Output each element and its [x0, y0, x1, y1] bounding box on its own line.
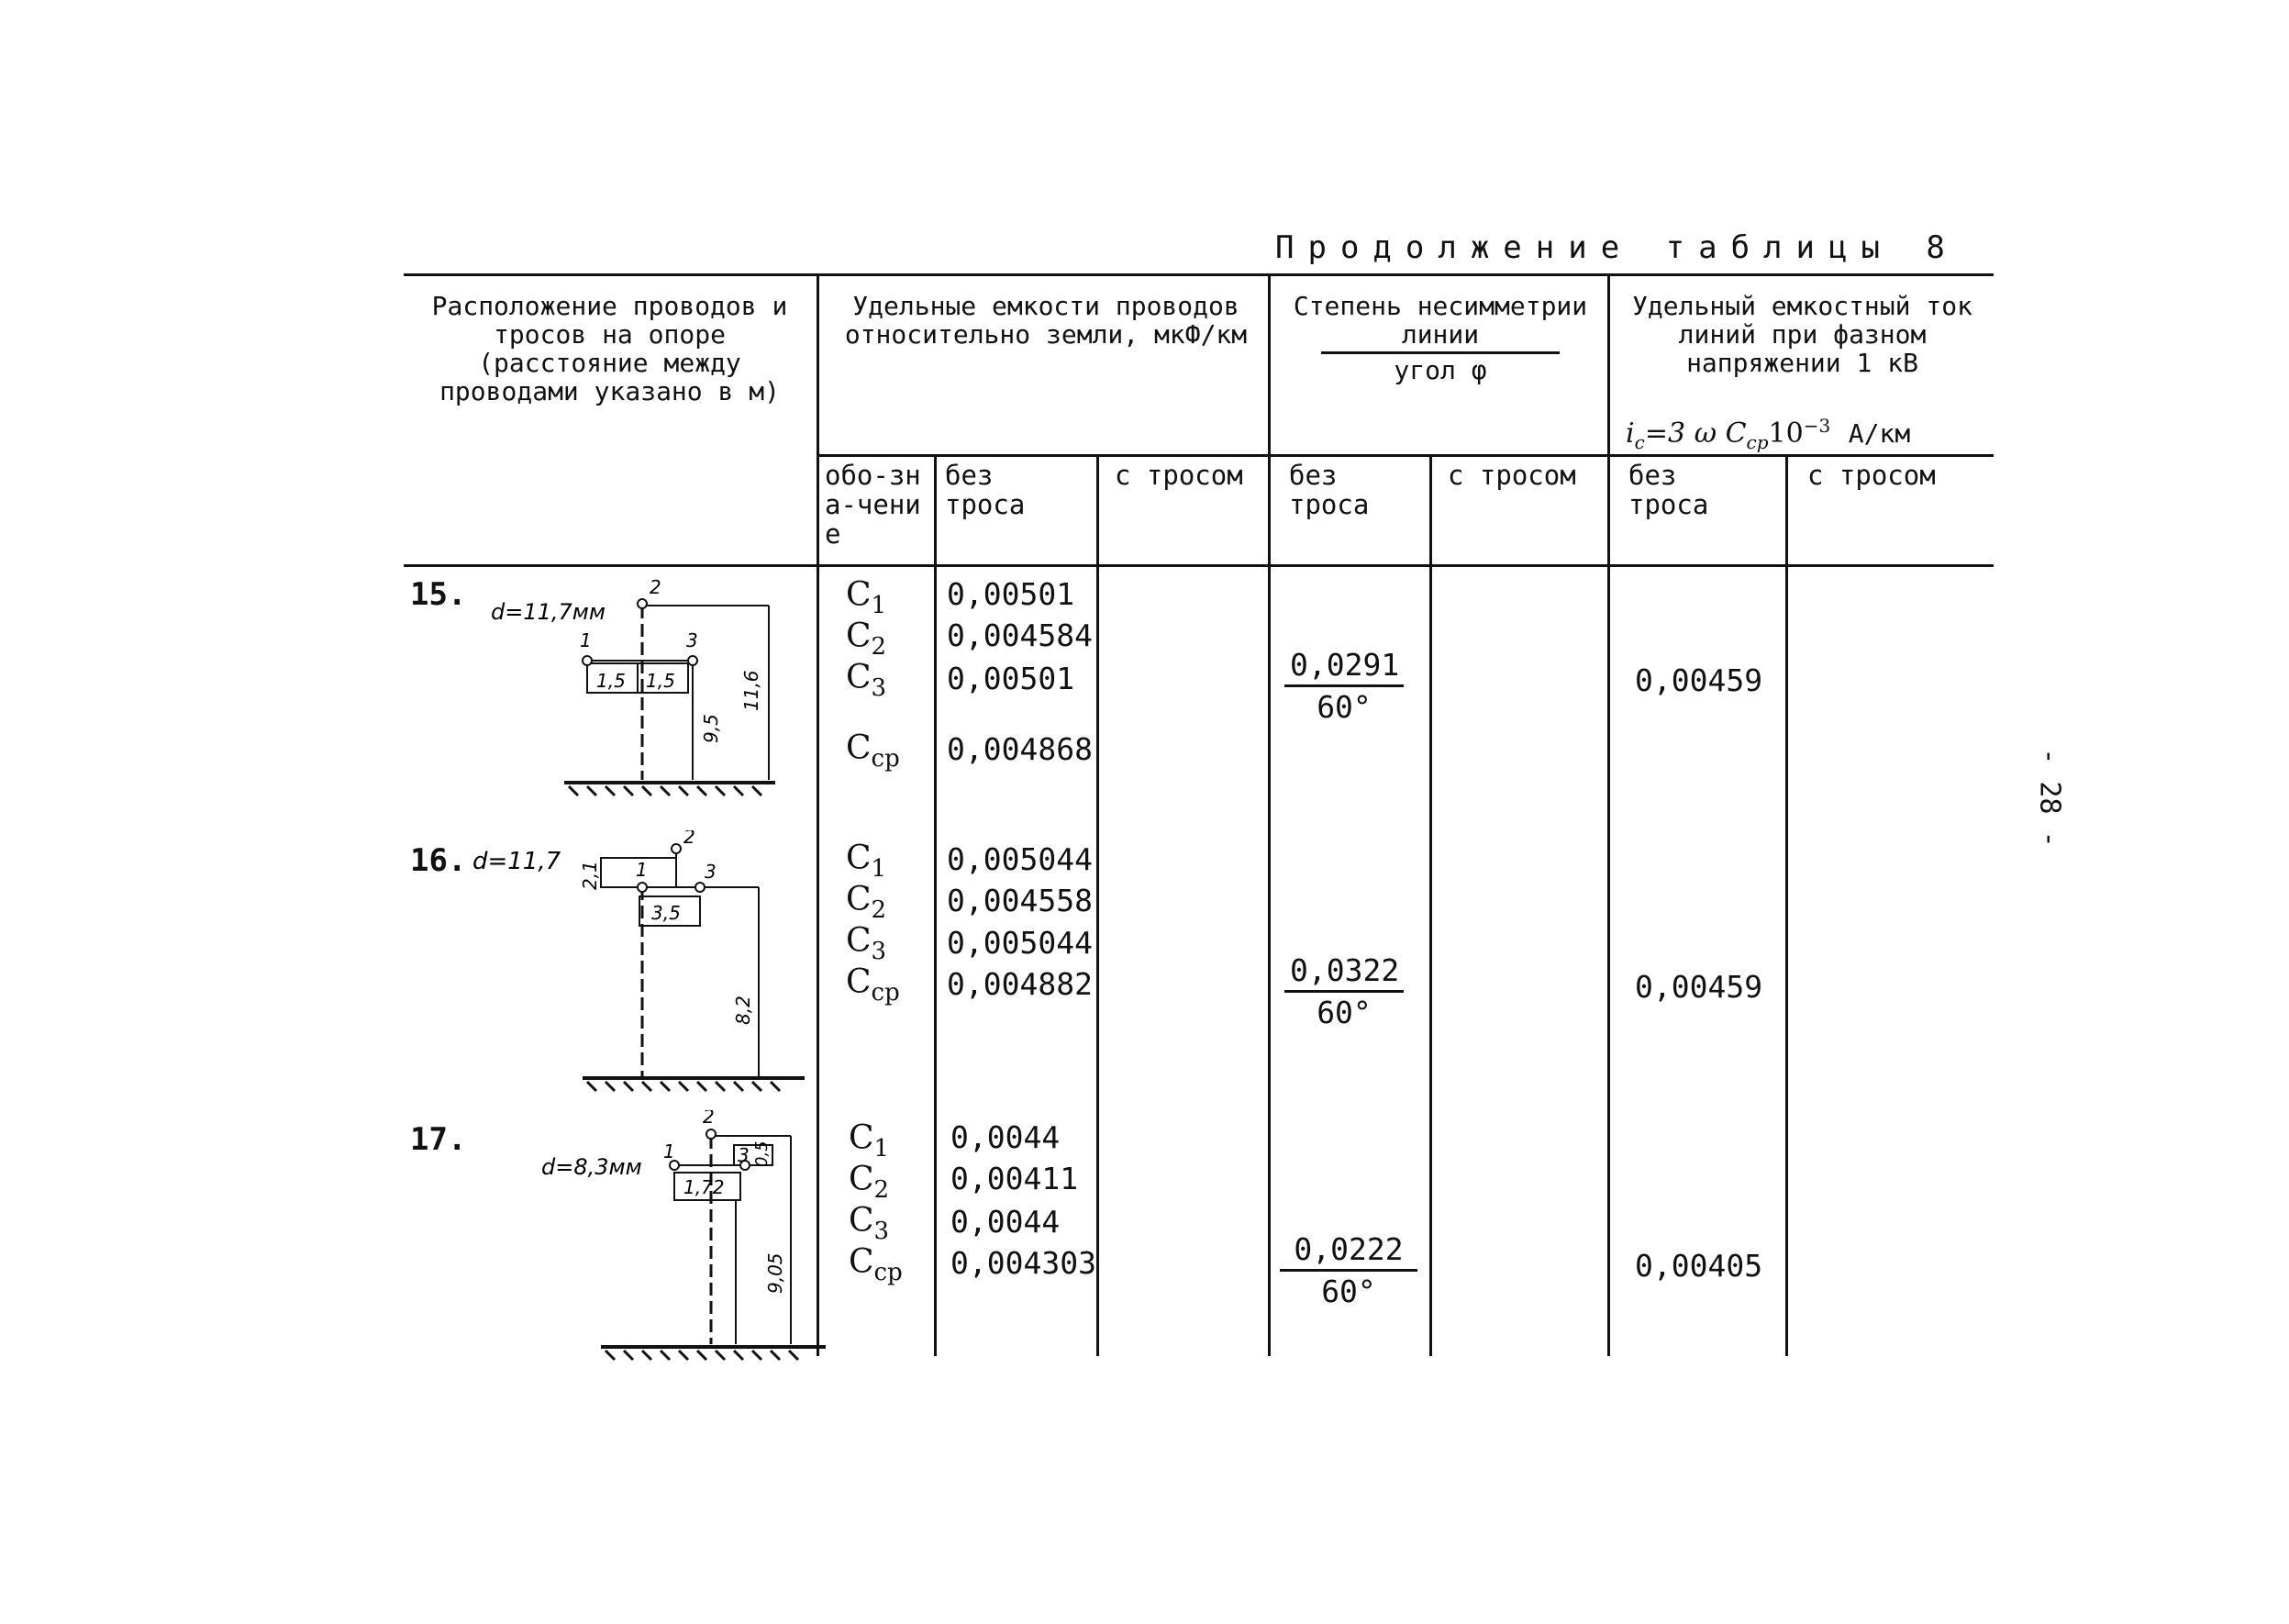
subheader-current-no-cable: без троса: [1628, 460, 1709, 520]
asymmetry-fraction: [1284, 647, 1404, 725]
capacitance-value: 0,00411: [950, 1161, 1079, 1196]
dim-label: 2,1: [579, 861, 601, 890]
point-label: 2: [683, 830, 695, 848]
capacitance-value: 0,004584: [947, 617, 1093, 653]
wire-diameter-label: d=11,7: [472, 848, 561, 875]
symbol-cavg: $C_{ср}$: [846, 963, 900, 1007]
header-bottom-rule: [404, 564, 1994, 567]
row-number: 15.: [410, 576, 467, 613]
table-caption: Продолжение таблицы 8: [1275, 229, 1959, 266]
symbol-c2: $C_2$: [846, 881, 887, 925]
row-number: 16.: [410, 842, 467, 879]
asymmetry-angle: 60°: [1317, 689, 1372, 725]
asymmetry-angle: 60°: [1317, 995, 1372, 1030]
subheader-asym-with-cable: с тросом: [1448, 460, 1576, 491]
capacitance-value: 0,004303: [950, 1245, 1096, 1281]
asymmetry-value: 0,0222: [1280, 1231, 1417, 1272]
subheader-asym-no-cable: без троса: [1289, 460, 1370, 520]
capacitance-value: 0,005044: [947, 925, 1093, 961]
tower-diagram-17: [532, 1110, 835, 1363]
point-label: 1: [580, 629, 592, 651]
symbol-cavg: $C_{ср}$: [849, 1243, 903, 1287]
point-label: 2: [703, 1110, 715, 1128]
header-current-formula: $i_c=3$ ω $C_{ср}10^{-3}$ А/км: [1626, 415, 1911, 453]
tower-diagram-16: [463, 830, 812, 1101]
dim-label: 9,05: [764, 1252, 786, 1294]
subheader-capacitance-with-cable: с тросом: [1115, 460, 1243, 491]
current-value: 0,00405: [1635, 1248, 1763, 1284]
header-asymmetry: [1280, 292, 1601, 384]
wire-diameter-label: d=11,7мм: [491, 599, 606, 625]
point-label: 1: [663, 1140, 675, 1162]
symbol-c2: $C_2$: [846, 617, 887, 662]
symbol-c3: $C_3$: [846, 922, 887, 966]
symbol-c1: $C_1$: [846, 840, 887, 884]
col-rule-6: [1607, 273, 1610, 1356]
capacitance-value: 0,004868: [947, 731, 1093, 767]
header-asymmetry-top: Степень несимметрии линии: [1293, 291, 1588, 350]
capacitance-value: 0,00501: [947, 576, 1075, 612]
point-label: 3: [705, 861, 717, 883]
table-top-rule: [404, 273, 1994, 276]
current-value: 0,00459: [1635, 969, 1763, 1005]
dim-label: 1,5: [596, 670, 626, 692]
capacitance-value: 0,004558: [947, 883, 1093, 918]
header-mid-rule: [818, 454, 1994, 457]
symbol-c3: $C_3$: [849, 1202, 890, 1246]
point-label: 3: [686, 629, 698, 651]
col-rule-7: [1785, 454, 1788, 1356]
symbol-c1: $C_1$: [846, 576, 887, 620]
asymmetry-angle: 60°: [1321, 1274, 1376, 1309]
asymmetry-value: 0,0291: [1284, 647, 1404, 687]
header-capacitance: Удельные емкости проводов относительно земли, мкФ/км: [844, 291, 1248, 350]
dim-label: 1,5: [646, 670, 675, 692]
capacitance-value: 0,0044: [950, 1204, 1061, 1240]
header-current: Удельный емкостный ток линий при фазном напряжении 1 кВ: [1632, 291, 1972, 378]
capacitance-value: 0,005044: [947, 841, 1093, 877]
symbol-cavg: $C_{ср}$: [846, 729, 900, 773]
tower-diagram-15: [477, 573, 789, 807]
subheader-designation: обо-зна-чение: [825, 460, 921, 550]
capacitance-value: 0,0044: [950, 1119, 1061, 1155]
symbol-c1: $C_1$: [849, 1119, 890, 1163]
asymmetry-value: 0,0322: [1284, 952, 1404, 993]
dim-label: 9,5: [700, 714, 722, 743]
col-rule-2: [934, 454, 937, 1356]
col-rule-3: [1096, 454, 1099, 1356]
dim-label: 11,6: [740, 670, 762, 711]
wire-diameter-label: d=8,3мм: [541, 1154, 642, 1180]
row-number: 17.: [410, 1121, 467, 1158]
dim-label: 0,5: [752, 1140, 772, 1167]
subheader-current-with-cable: с тросом: [1807, 460, 1936, 491]
col-rule-5: [1429, 454, 1432, 1356]
point-label: 1: [636, 859, 648, 881]
header-arrangement: Расположение проводов и тросов на опоре (расстояние между проводами указано в м): [431, 291, 788, 406]
asymmetry-fraction: [1280, 1231, 1417, 1309]
asymmetry-fraction: [1284, 952, 1404, 1030]
point-label: 3: [738, 1144, 750, 1166]
header-asymmetry-bottom: угол φ: [1394, 355, 1487, 385]
capacitance-value: 0,00501: [947, 661, 1075, 696]
page-number: - 28 -: [2033, 748, 2066, 848]
dim-label: 8,2: [732, 996, 754, 1025]
dim-label: 1,72: [683, 1176, 725, 1198]
symbol-c2: $C_2$: [849, 1161, 890, 1205]
point-label: 2: [650, 576, 661, 598]
dim-label: 3,5: [651, 902, 681, 924]
current-value: 0,00459: [1635, 662, 1763, 698]
col-rule-4: [1268, 273, 1271, 1356]
asymmetry-fraction-bar: [1321, 351, 1560, 354]
capacitance-value: 0,004882: [947, 966, 1093, 1002]
subheader-capacitance-no-cable: без троса: [945, 460, 1026, 520]
symbol-c3: $C_3$: [846, 659, 887, 703]
